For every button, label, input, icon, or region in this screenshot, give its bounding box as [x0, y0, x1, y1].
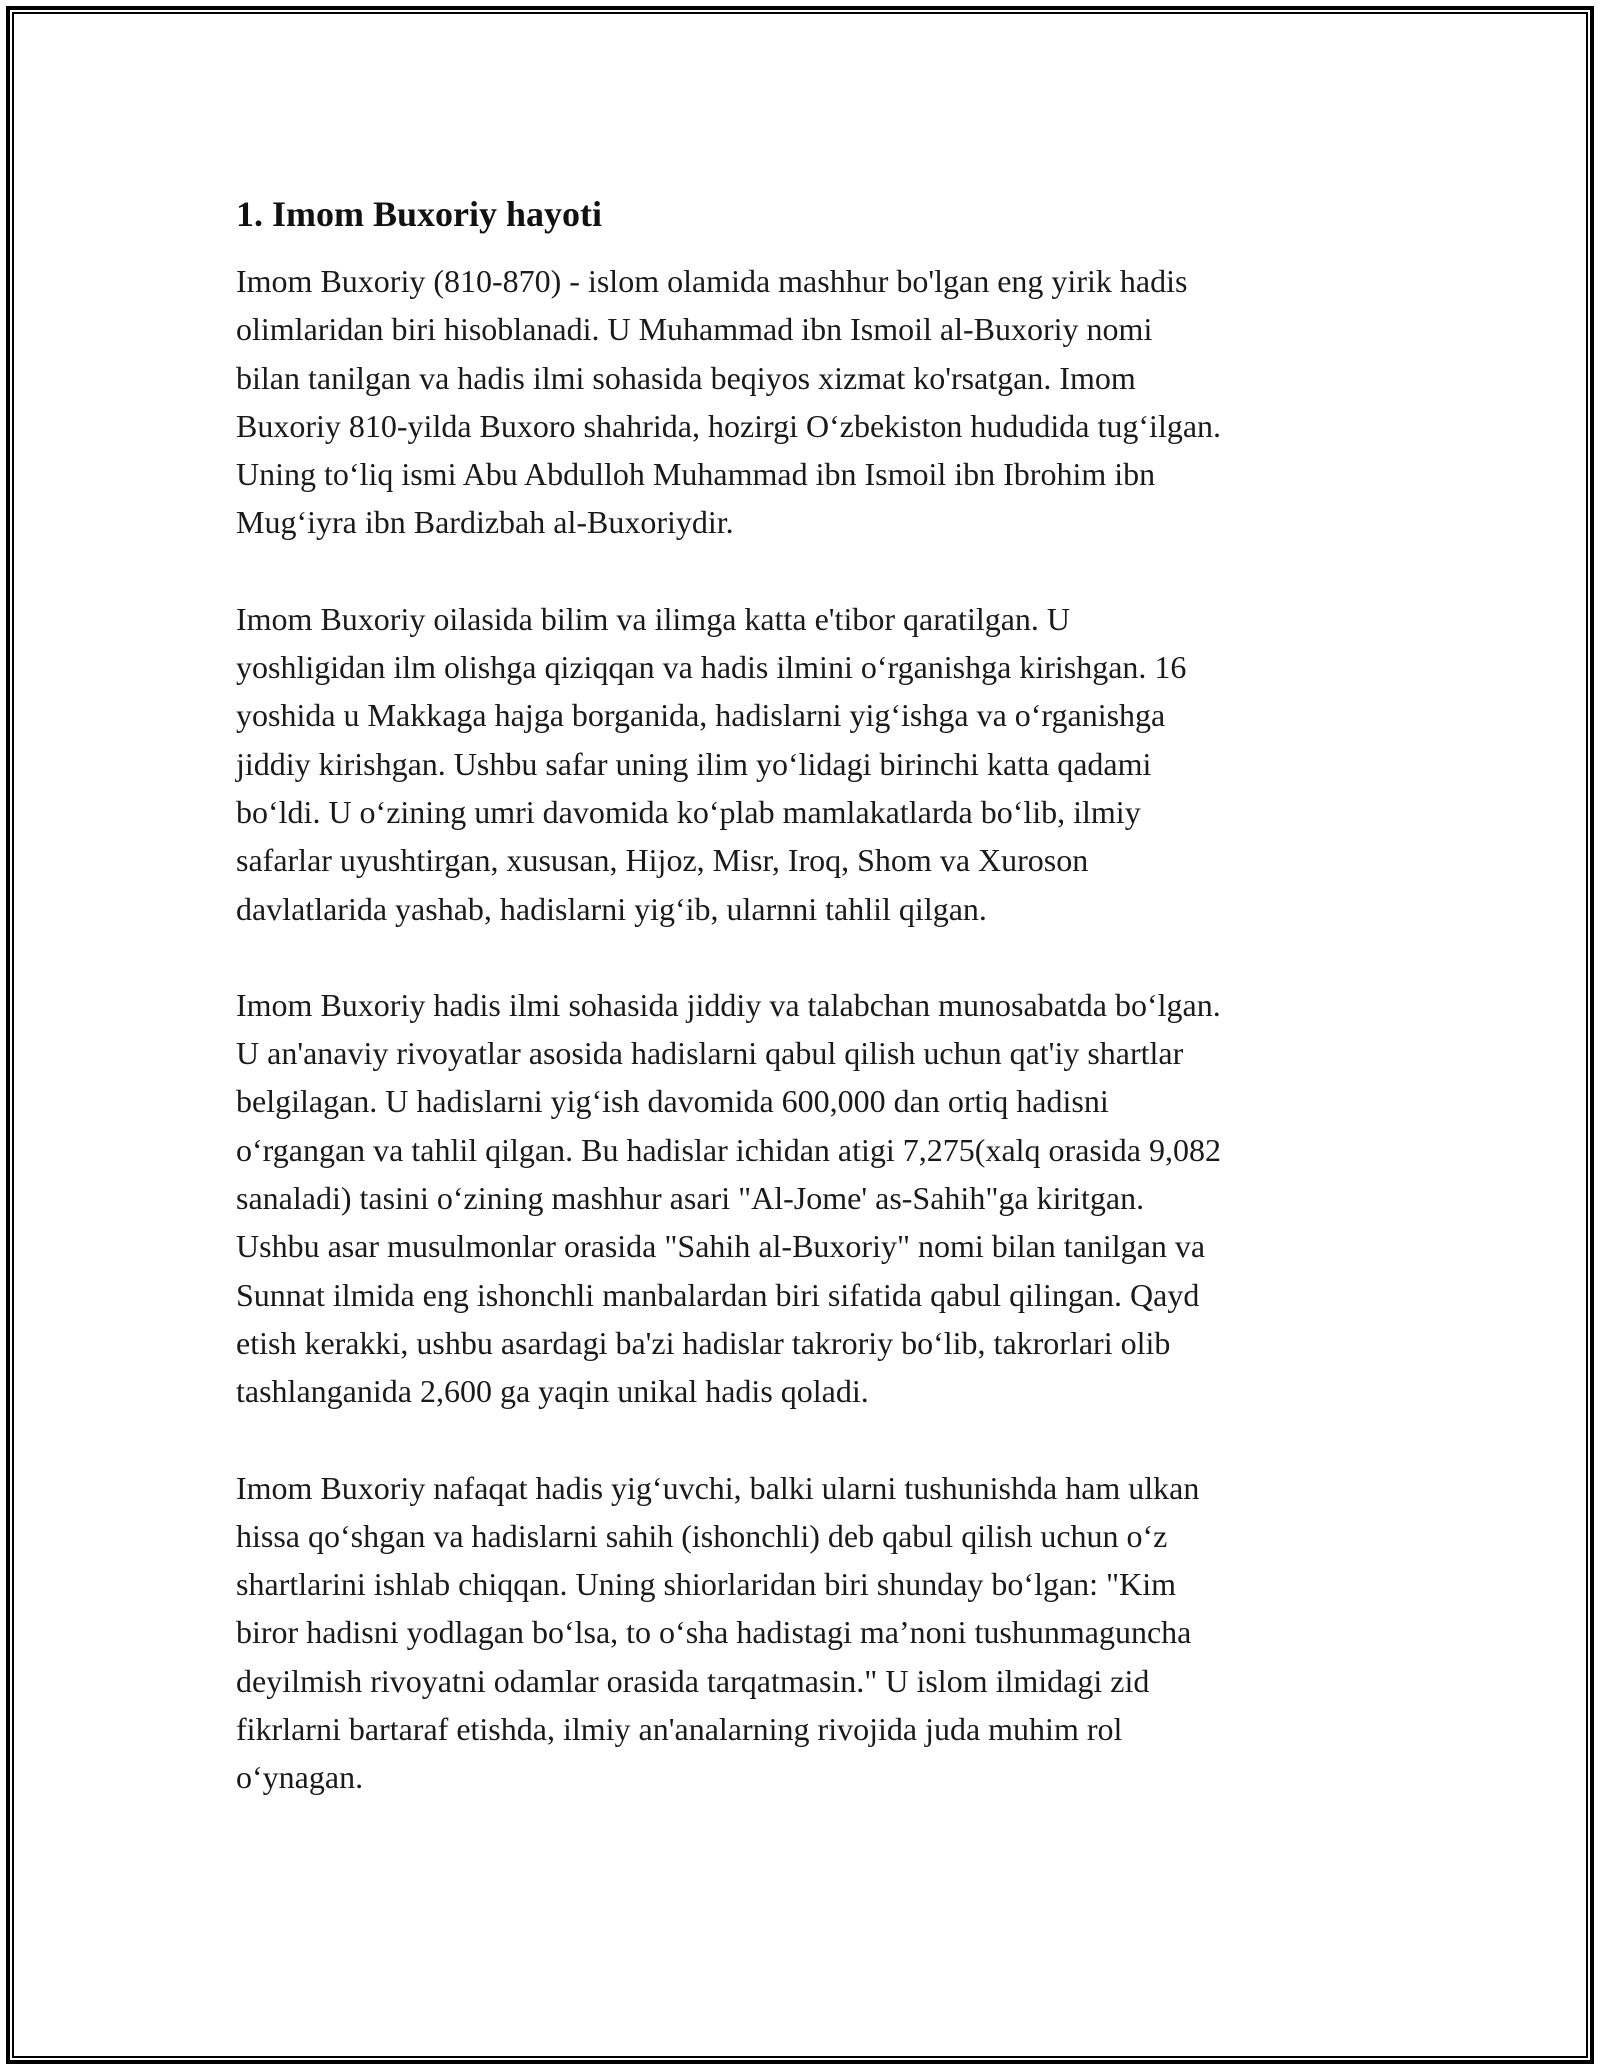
section-heading: 1. Imom Buxoriy hayoti [236, 194, 603, 234]
document-body [236, 190, 1376, 1802]
paragraph-3: Imom Buxoriy hadis ilmi sohasida jiddiy va talabchan munosabatda bo‘lgan. U an'anaviy rivoyatlar asosida hadislarni qabul qilish uchun qat'iy shartlar belgilagan. U hadislarni yig‘ish davomida 600,000 dan ortiq hadisni o‘rgangan va tahlil qilgan. Bu hadislar ichidan atigi 7,275(xalq orasida 9,082 sanaladi) tasini o‘zining mashhur asari "Al-Jome' as-Sahih"ga kiritgan. Ushbu asar musulmonlar orasida "Sahih al-Buxoriy" nomi bilan tanilgan va Sunnat ilmida eng ishonchli manbalardan biri sifatida qabul qilingan. Qayd etish kerakki, ushbu asardagi ba'zi hadislar takroriy bo‘lib, takrorlari olib tashlanganida 2,600 ga yaqin unikal hadis qoladi. [236, 986, 1221, 1410]
paragraph-1: Imom Buxoriy (810-870) - islom olamida mashhur bo'lgan eng yirik hadis olimlaridan biri hisoblanadi. U Muhammad ibn Ismoil al-Buxoriy nomi bilan tanilgan va hadis ilmi sohasida beqiyos xizmat ko'rsatgan. Imom Buxoriy 810-yilda Buxoro shahrida, hozirgi O‘zbekiston hududida tug‘ilgan. Uning to‘liq ismi Abu Abdulloh Muhammad ibn Ismoil ibn Ibrohim ibn Mug‘iyra ibn Bardizbah al-Buxoriydir. [236, 263, 1222, 541]
paragraph-4: Imom Buxoriy nafaqat hadis yig‘uvchi, balki ularni tushunishda ham ulkan hissa qo‘shgan va hadislarni sahih (ishonchli) deb qabul qilish uchun o‘z shartlarini ishlab chiqqan. Uning shiorlaridan biri shunday bo‘lgan: "Kim biror hadisni yodlagan bo‘lsa, to o‘sha hadistagi ma’noni tushunmaguncha deyilmish rivoyatni odamlar orasida tarqatmasin." U islom ilmidagi zid fikrlarni bartaraf etishda, ilmiy an'analarning rivojida juda muhim rol o‘ynagan. [236, 1469, 1200, 1796]
paragraph-2: Imom Buxoriy oilasida bilim va ilimga katta e'tibor qaratilgan. U yoshligidan ilm olishga qiziqqan va hadis ilmini o‘rganishga kirishgan. 16 yoshida u Makkaga hajga borganida, hadislarni yig‘ishga va o‘rganishga jiddiy kirishgan. Ushbu safar uning ilim yo‘lidagi birinchi katta qadami bo‘ldi. U o‘zining umri davomida ko‘plab mamlakatlarda bo‘lib, ilmiy safarlar uyushtirgan, xususan, Hijoz, Misr, Iroq, Shom va Xuroson davlatlarida yashab, hadislarni yig‘ib, ularnni tahlil qilgan. [236, 600, 1187, 927]
